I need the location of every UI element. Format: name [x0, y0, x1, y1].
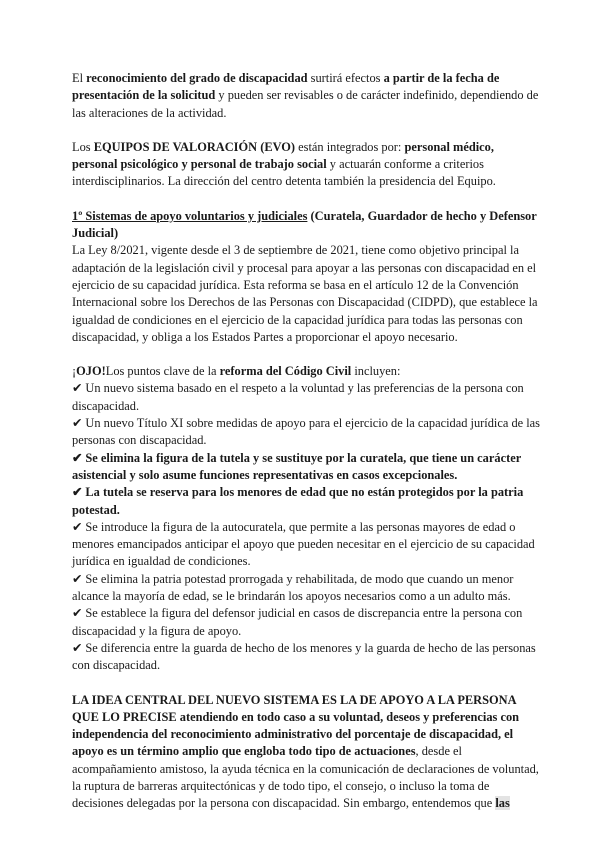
section-heading: [72, 208, 540, 243]
list-item: ✔ Se diferencia entre la guarda de hecho de los menores y la guarda de hecho de las personas con discapacidad.: [72, 640, 536, 673]
list-item: ✔ La tutela se reserva para los menores de edad que no están protegidos por la patria potestad.: [72, 485, 524, 517]
paragraph-recognition: El reconocimiento del grado de discapacidad surtirá efectos a partir de la fecha de presentación de la solicitud y pueden ser revisables o de carácter indefinido, dependiendo de las alteraciones de la actividad.: [72, 71, 539, 120]
paragraph-law: La Ley 8/2021, vigente desde el 3 de septiembre de 2021, tiene como objetivo principal la adaptación de la legislación civil y procesal para apoyar a las personas con discapacidad en el ejercicio de su capacidad jurídica. Esta reforma se basa en el artículo 12 de la Convención Internacional sobre los Derechos de las Personas con Discapacidad (CIDPD), que establece la igualdad de condiciones en el ejercicio de la capacidad jurídica para todas las personas con discapacidad, y obliga a los Estados Partes a proporcionar el apoyo necesario.: [72, 243, 538, 344]
ojo-label: OJO!: [76, 364, 106, 379]
check-icon: ✔: [72, 416, 83, 431]
central-idea-bold: atendiendo en todo caso a su voluntad, deseos y preferencias con independencia del reconocimiento administrativo del porcentaje de discapacidad, el apoyo es un término amplio que engloba todo tipo de actuaciones: [72, 709, 520, 759]
section-heading-rest: (Curatela, Guardador de hecho y Defensor Judicial): [72, 208, 537, 241]
section-heading-underlined: 1º Sistemas de apoyo voluntarios y judiciales: [72, 208, 308, 223]
paragraph-evo: Los EQUIPOS DE VALORACIÓN (EVO) están integrados por: personal médico, personal psicológico y personal de trabajo social y actuarán conforme a criterios interdisciplinarios. La dirección del centro detenta también la presidencia del Equipo.: [72, 139, 496, 189]
check-icon: ✔: [72, 381, 83, 396]
check-icon: ✔: [72, 485, 83, 500]
check-icon: ✔: [72, 450, 83, 465]
bold-evo: EQUIPOS DE VALORACIÓN (EVO): [93, 139, 296, 154]
bold-personal: personal médico, personal psicológico y personal de trabajo social: [72, 139, 494, 172]
central-idea-caps: LA IDEA CENTRAL DEL NUEVO SISTEMA ES LA DE APOYO A LA PERSONA QUE LO PRECISE: [72, 692, 516, 724]
bold-recognition: reconocimiento del grado de discapacidad: [86, 71, 308, 85]
list-item: ✔ Se elimina la figura de la tutela y se sustituye por la curatela, que tiene un carácter asistencial y solo asume funciones representativas en casos excepcionales.: [72, 450, 521, 482]
paragraph-central-idea: LA IDEA CENTRAL DEL NUEVO SISTEMA ES LA DE APOYO A LA PERSONA QUE LO PRECISE atendiendo en todo caso a su voluntad, deseos y preferencias con independencia del reconocimiento administrativo del porcentaje de discapacidad, el apoyo es un término amplio que engloba todo tipo de actuaciones, desde el acompañamiento amistoso, la ayuda técnica en la comunicación de declaraciones de voluntad, la ruptura de barreras arquitectónicas y de todo tipo, el consejo, o incluso la toma de decisiones delegadas por la persona con discapacidad. Sin embargo, entendemos que las: [72, 692, 539, 811]
bold-reform: reforma del Código Civil: [219, 364, 352, 379]
list-item: ✔ Un nuevo sistema basado en el respeto a la voluntad y las preferencias de la persona con discapacidad.: [72, 381, 524, 413]
bold-effect-date: a partir de la fecha de presentación de la solicitud: [72, 71, 500, 103]
list-item: ✔ Se elimina la patria potestad prorrogada y rehabilitada, de modo que cuando un menor alcance la mayoría de edad, se le brindarán los apoyos necesarios como a un adulto más.: [72, 571, 514, 604]
list-item: ✔ Se introduce la figura de la autocuratela, que permite a las personas mayores de edad o menores emancipados anticipar el apoyo que pueden necesitar en el ejercicio de su capacidad jurídica en igualdad de condiciones.: [72, 519, 535, 569]
check-icon: ✔: [72, 640, 83, 655]
check-icon: ✔: [72, 519, 83, 534]
keypoints-intro: ¡OJO!Los puntos clave de la reforma del Código Civil incluyen:: [72, 364, 401, 379]
highlighted-word: las: [495, 796, 510, 811]
list-item: ✔ Se establece la figura del defensor judicial en casos de discrepancia entre la persona con discapacidad y la figura de apoyo.: [72, 606, 523, 638]
list-item: ✔ Un nuevo Título XI sobre medidas de apoyo para el ejercicio de la capacidad jurídica de las personas con discapacidad.: [72, 416, 540, 448]
check-icon: ✔: [72, 571, 83, 586]
check-icon: ✔: [72, 606, 83, 621]
